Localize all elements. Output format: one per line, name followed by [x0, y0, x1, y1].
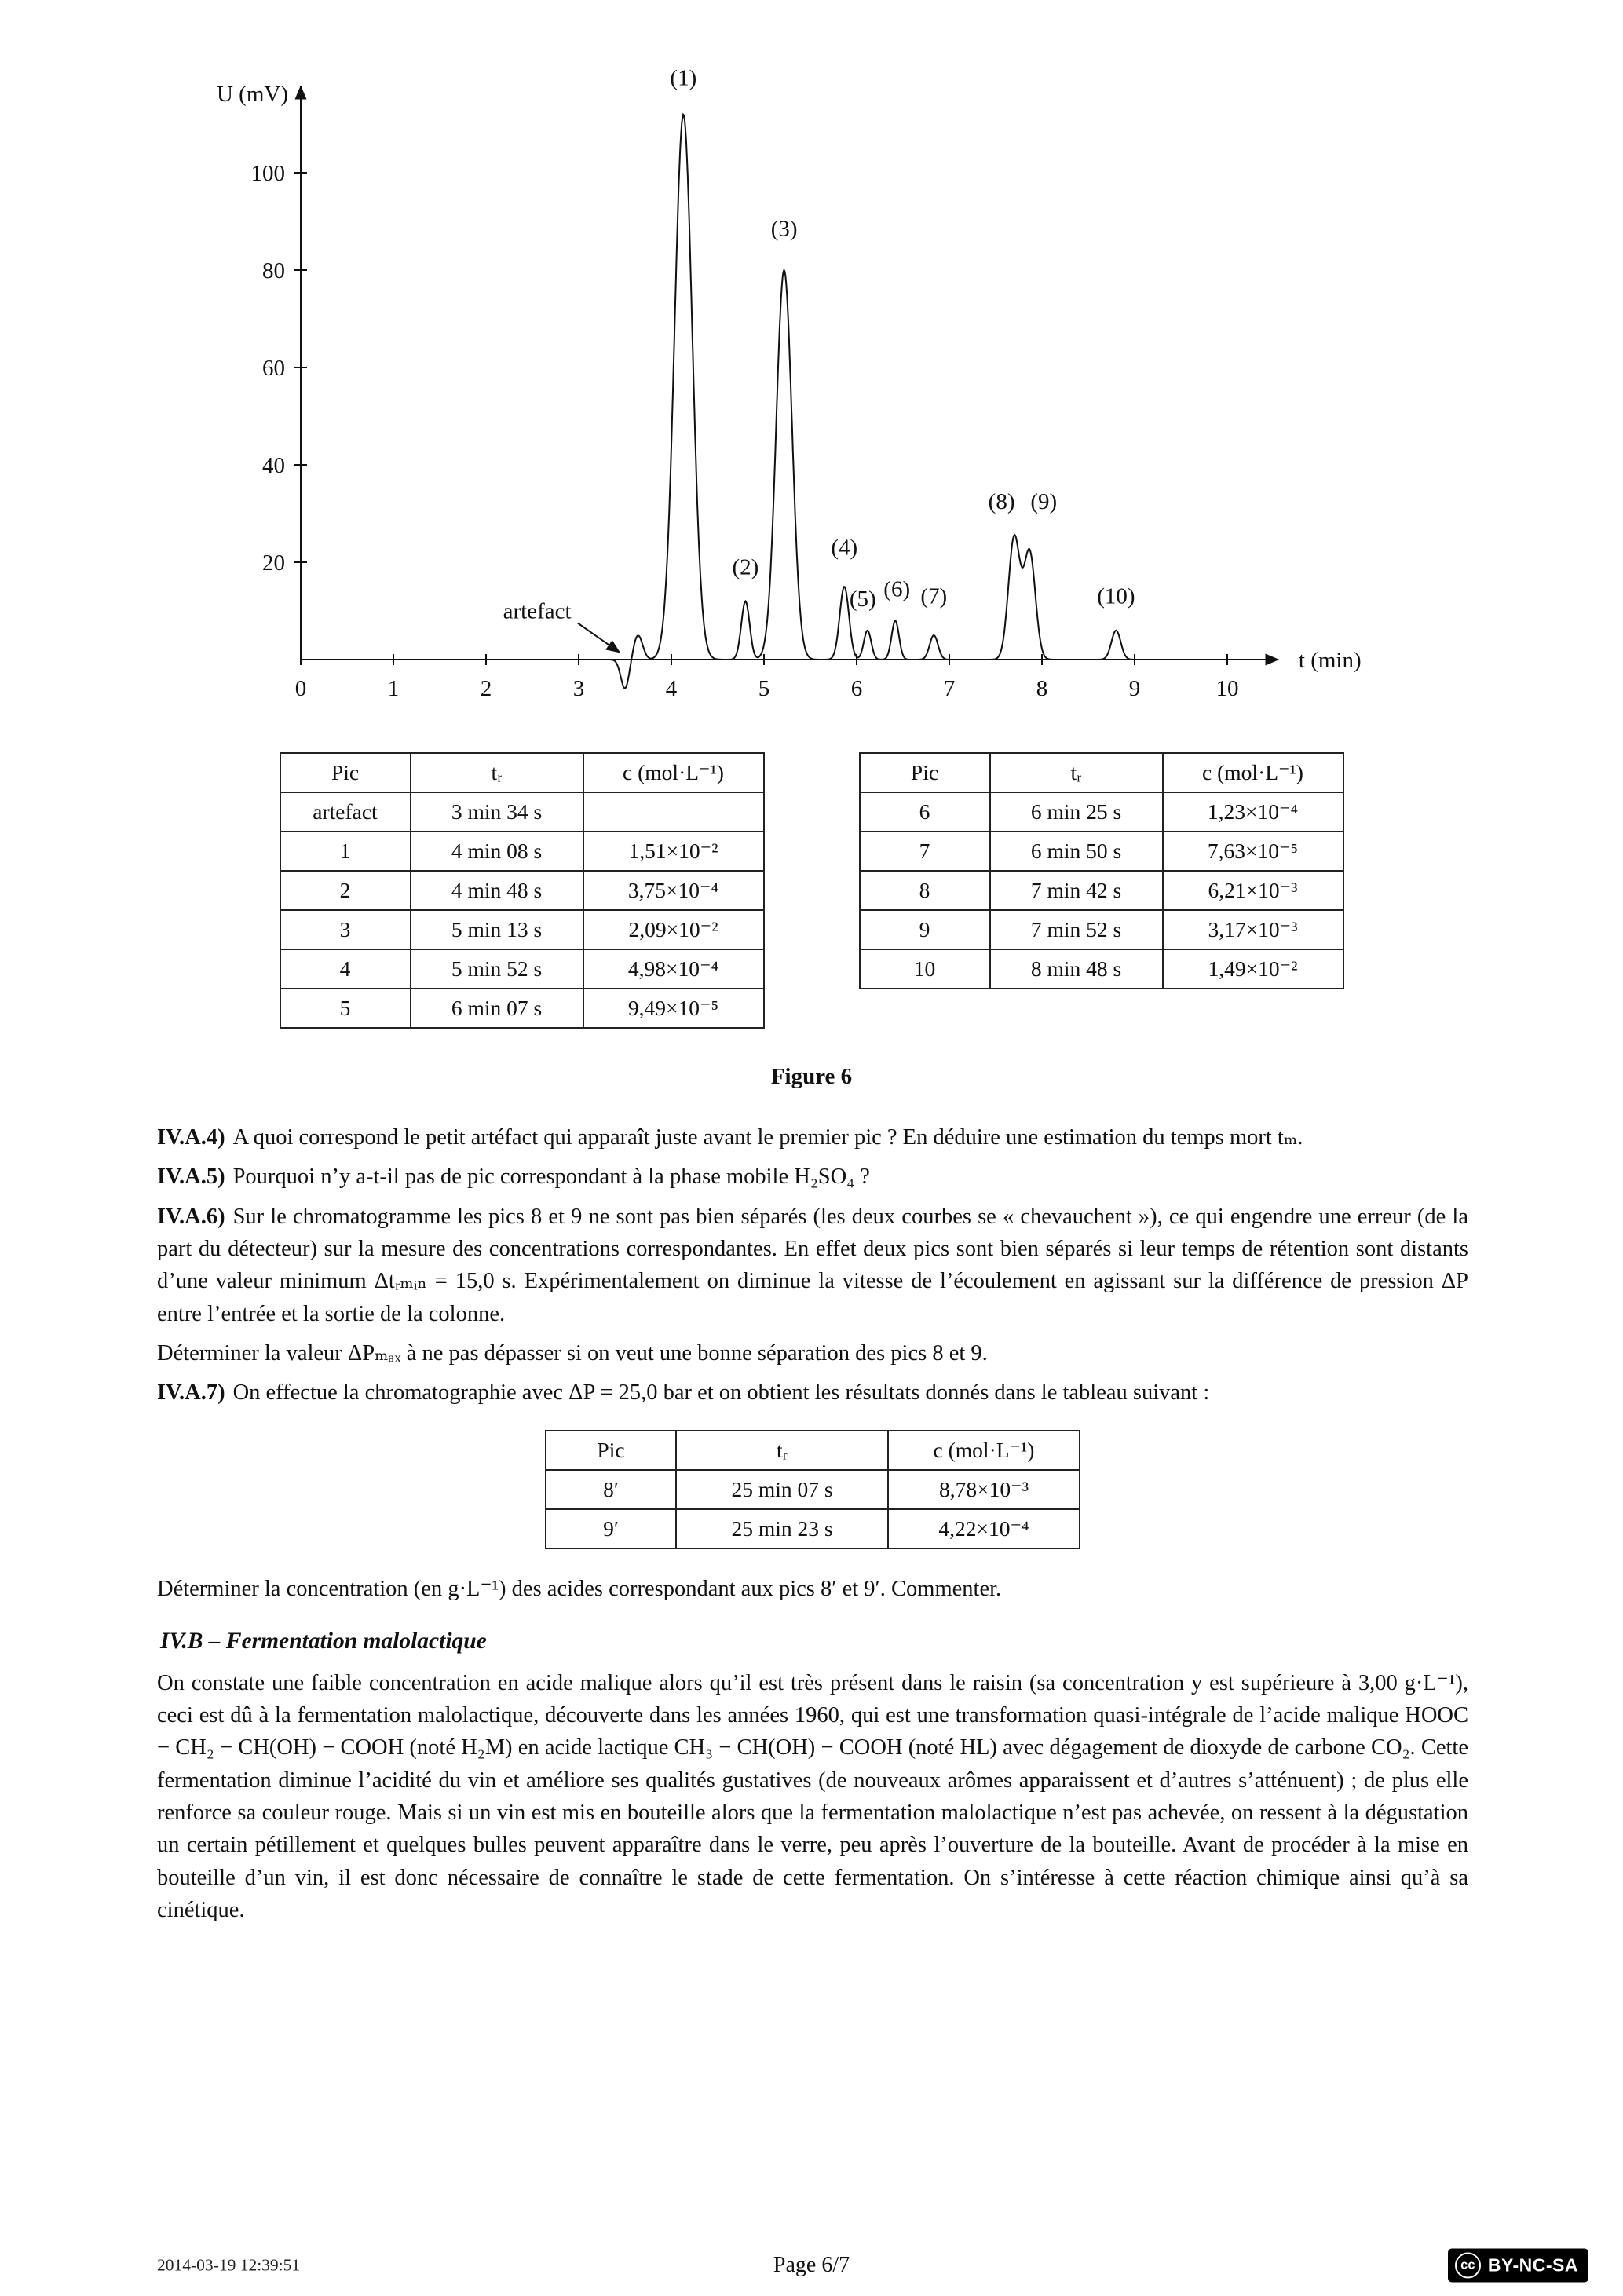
table-cell: 7 min 52 s	[990, 910, 1163, 949]
question-number: IV.A.7)	[157, 1380, 225, 1406]
table-cell: 4,98×10⁻⁴	[583, 949, 764, 989]
a7-results-table	[545, 1430, 1080, 1549]
table-cell: 4,22×10⁻⁴	[888, 1509, 1080, 1548]
peak-label: (4)	[831, 535, 858, 561]
peak-label: (6)	[883, 576, 911, 602]
column-header: c (mol·L⁻¹)	[1163, 753, 1343, 792]
header-row	[546, 1431, 1080, 1470]
table-cell: 6 min 50 s	[990, 832, 1163, 871]
x-tick-label: 0	[294, 676, 307, 701]
figure-6	[0, 0, 1623, 1090]
header-row	[860, 753, 1343, 792]
y-tick-label: 80	[262, 258, 285, 283]
table-cell: 8	[860, 871, 990, 910]
x-tick-label: 7	[943, 676, 956, 701]
x-axis-label: t (min)	[1298, 648, 1362, 673]
table-row	[280, 871, 764, 910]
table-cell: 5 min 52 s	[411, 949, 583, 989]
table-cell: artefact	[280, 792, 411, 832]
question-iv-a-6-determiner: Déterminer la valeur ΔPₘₐₓ à ne pas dépasser si on veut une bonne séparation des pics 8 et 9.	[157, 1340, 988, 1366]
question-iv-a-6	[157, 1201, 1468, 1330]
y-tick-label: 20	[262, 550, 285, 576]
table-row	[280, 792, 764, 832]
question-number: IV.A.6)	[157, 1204, 225, 1229]
page-number: Page 6/7	[773, 2253, 850, 2277]
question-iv-a-5	[157, 1161, 1468, 1193]
table-cell: 25 min 23 s	[676, 1509, 888, 1548]
question-iv-a-7-determiner: Déterminer la concentration (en g·L⁻¹) des acides correspondant aux pics 8′ et 9′. Commenter.	[157, 1576, 1002, 1601]
peak-label: (1)	[670, 65, 697, 91]
table-cell: 6	[860, 792, 990, 832]
license-label: BY-NC-SA	[1487, 2254, 1578, 2276]
peak-label: (2)	[732, 554, 759, 580]
peak-label: (8)	[988, 488, 1015, 514]
question-text: Sur le chromatogramme les pics 8 et 9 ne sont pas bien séparés (les deux courbes se « chevauchent »), ce qui engendre une erreur (de la part du détecteur) sur la mesure des concentrations correspondantes. En effet deux pics sont bien séparés si leur temps de rétention sont distants d’une valeur minimum Δtᵣₘᵢₙ = 15,0 s. Expérimentalement on diminue la vitesse de l’écoulement en agissant sur la différence de pression ΔP entre l’entrée et la sortie de la colonne.	[157, 1204, 1468, 1326]
figure-caption: Figure 6	[770, 1064, 853, 1089]
table-cell: 7,63×10⁻⁵	[1163, 832, 1343, 871]
y-tick-label: 40	[262, 453, 285, 478]
x-tick-label: 5	[758, 676, 770, 701]
table-cell: 7	[860, 832, 990, 871]
x-tick-label: 3	[572, 676, 585, 701]
section-iv-b-body: On constate une faible concentration en acide malique alors qu’il est très présent dans le raisin (sa concentration y est supérieure à 3,00 g·L⁻¹), ceci est dû à la fermentation malolactique, découverte dans les années 1960, qui est une transformation quasi-intégrale de l’acide malique HOOC − CH₂ − CH(OH) − COOH (noté H₂M) en acide lactique CH₃ − CH(OH) − COOH (noté HL) avec dégagement de dioxyde de carbone CO₂. Cette fermentation diminue l’acidité du vin et améliore ses qualités gustatives (de nouveaux arômes apparaissent et d’autres s’atténuent) ; de plus elle renforce sa couleur rouge. Mais si un vin est mis en bouteille alors que la fermentation malolactique n’est pas achevée, on ressent à la dégustation un certain pétillement et quelques bulles peuvent apparaître dans le verre, peu après l’ouverture de la bouteille. Avant de procéder à la mise en bouteille d’un vin, il est donc nécessaire de connaître le stade de cette fermentation. On s’intéresse à cette réaction chimique ainsi qu’à sa cinétique.	[157, 1670, 1468, 1922]
table-cell: 10	[860, 949, 990, 989]
y-tick-label: 60	[262, 356, 285, 381]
table-cell: 4 min 48 s	[411, 871, 583, 910]
table-cell: 1,49×10⁻²	[1163, 949, 1343, 989]
chromatogram-figure	[185, 43, 1623, 722]
peaks-table-left	[280, 752, 765, 1029]
question-text: A quoi correspond le petit artéfact qui apparaît juste avant le premier pic ? En déduire une estimation du temps mort tₘ.	[232, 1125, 1303, 1150]
column-header: c (mol·L⁻¹)	[583, 753, 764, 792]
table-row	[860, 871, 1343, 910]
question-text: On effectue la chromatographie avec ΔP = 25,0 bar et on obtient les résultats donnés dans le tableau suivant :	[232, 1380, 1210, 1406]
column-header: tᵣ	[676, 1431, 888, 1470]
table-cell: 1,51×10⁻²	[583, 832, 764, 871]
x-tick-label: 10	[1215, 676, 1239, 701]
x-tick-label: 1	[387, 676, 400, 701]
artefact-arrow	[578, 623, 620, 653]
table-cell: 3	[280, 910, 411, 949]
table-row	[860, 792, 1343, 832]
table-row	[860, 832, 1343, 871]
a7-table-wrap	[157, 1430, 1468, 1549]
table-cell: 4	[280, 949, 411, 989]
peaks-table-right	[859, 752, 1344, 989]
table-cell: 2	[280, 871, 411, 910]
table-cell: 5	[280, 989, 411, 1028]
table-cell: 8,78×10⁻³	[888, 1470, 1080, 1509]
x-tick-label: 8	[1036, 676, 1048, 701]
question-text: Pourquoi n’y a-t-il pas de pic correspondant à la phase mobile H₂SO₄ ?	[232, 1164, 870, 1190]
table-row	[280, 832, 764, 871]
question-number: IV.A.5)	[157, 1164, 225, 1190]
question-iv-a-4	[157, 1121, 1468, 1153]
table-cell: 5 min 13 s	[411, 910, 583, 949]
table-row	[860, 949, 1343, 989]
y-tick-label: 100	[250, 161, 285, 186]
peak-label: (3)	[770, 216, 798, 242]
table-row	[546, 1470, 1080, 1509]
column-header: c (mol·L⁻¹)	[888, 1431, 1080, 1470]
table-cell: 25 min 07 s	[676, 1470, 888, 1509]
table-row	[546, 1509, 1080, 1548]
table-row	[280, 989, 764, 1028]
table-row	[860, 910, 1343, 949]
table-cell: 3,17×10⁻³	[1163, 910, 1343, 949]
cc-icon: cc	[1455, 2253, 1481, 2279]
column-header: Pic	[280, 753, 411, 792]
table-cell: 8 min 48 s	[990, 949, 1163, 989]
question-number: IV.A.4)	[157, 1125, 225, 1150]
header-row	[280, 753, 764, 792]
column-header: tᵣ	[990, 753, 1163, 792]
table-cell: 3 min 34 s	[411, 792, 583, 832]
peak-label: (5)	[849, 586, 876, 612]
question-iv-a-7	[157, 1377, 1468, 1409]
x-tick-label: 4	[665, 676, 678, 701]
table-row	[280, 910, 764, 949]
x-tick-label: 2	[480, 676, 492, 701]
peak-label: (10)	[1097, 583, 1135, 609]
table-cell: 9,49×10⁻⁵	[583, 989, 764, 1028]
table-cell: 2,09×10⁻²	[583, 910, 764, 949]
table-cell: 9′	[546, 1509, 676, 1548]
table-cell	[583, 792, 764, 832]
peak-label: (7)	[920, 583, 948, 609]
column-header: Pic	[860, 753, 990, 792]
artefact-label: artefact	[503, 598, 572, 624]
table-cell: 6 min 25 s	[990, 792, 1163, 832]
figure-tables	[0, 752, 1623, 1029]
table-cell: 8′	[546, 1470, 676, 1509]
page-footer	[0, 2246, 1623, 2285]
x-tick-label: 6	[850, 676, 863, 701]
column-header: Pic	[546, 1431, 676, 1470]
chromatogram-chart	[185, 43, 1457, 718]
peak-label: (9)	[1030, 488, 1058, 514]
questions-section	[157, 1121, 1468, 1926]
table-cell: 1	[280, 832, 411, 871]
y-axis-label: U (mV)	[216, 82, 288, 107]
table-cell: 6 min 07 s	[411, 989, 583, 1028]
table-cell: 4 min 08 s	[411, 832, 583, 871]
cc-license-badge[interactable]	[1448, 2249, 1588, 2283]
table-cell: 1,23×10⁻⁴	[1163, 792, 1343, 832]
section-iv-b-heading: IV.B – Fermentation malolactique	[160, 1628, 487, 1654]
table-row	[280, 949, 764, 989]
table-cell: 9	[860, 910, 990, 949]
table-cell: 7 min 42 s	[990, 871, 1163, 910]
timestamp: 2014-03-19 12:39:51	[157, 2255, 301, 2275]
table-cell: 6,21×10⁻³	[1163, 871, 1343, 910]
table-cell: 3,75×10⁻⁴	[583, 871, 764, 910]
x-tick-label: 9	[1128, 676, 1141, 701]
column-header: tᵣ	[411, 753, 583, 792]
